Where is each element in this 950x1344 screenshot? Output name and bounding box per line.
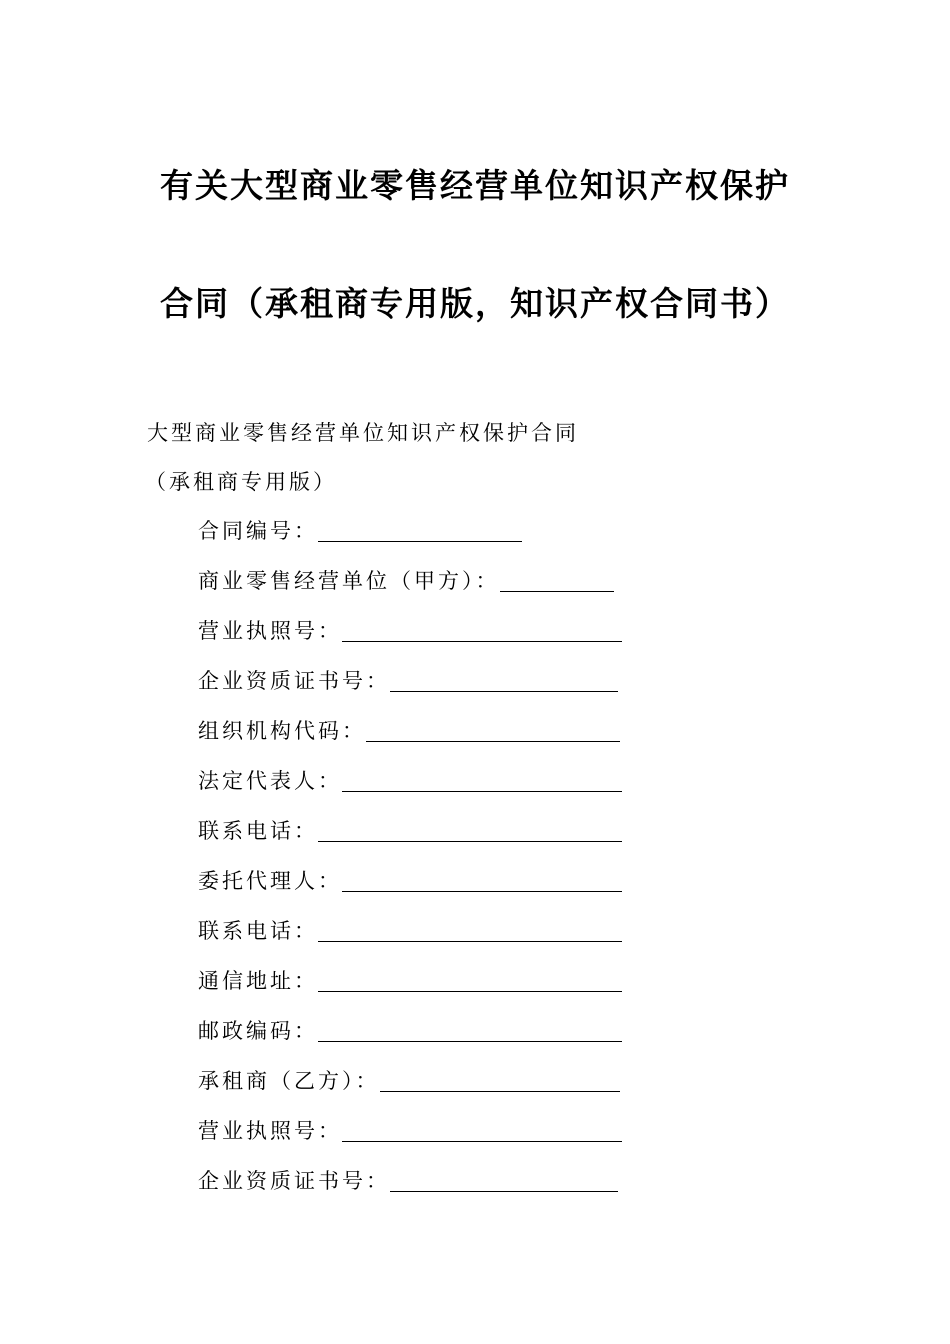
field-label: 邮政编码： (198, 1019, 318, 1043)
fill-in-blank[interactable] (390, 691, 618, 692)
contract-edition: （承租商专用版） (145, 470, 337, 494)
party-a-name-field (198, 564, 614, 594)
field-label: 法定代表人： (198, 769, 342, 793)
party-a-address-field (198, 964, 622, 994)
fill-in-blank[interactable] (318, 941, 622, 942)
fill-in-blank[interactable] (342, 891, 622, 892)
party-a-postcode-field (198, 1014, 622, 1044)
field-label: 通信地址： (198, 969, 318, 993)
party-a-agent-field (198, 864, 622, 894)
document-title-line-2: 合同（承租商专用版，知识产权合同书） (160, 284, 790, 323)
contract-number-field (198, 514, 522, 544)
fill-in-blank[interactable] (318, 1041, 622, 1042)
party-b-qualification-cert-field (198, 1164, 618, 1194)
fill-in-blank[interactable] (500, 591, 614, 592)
field-label: 商业零售经营单位（甲方）： (198, 569, 500, 593)
party-a-agent-phone-field (198, 914, 622, 944)
field-label: 承租商（乙方）： (198, 1069, 380, 1093)
field-label: 营业执照号： (198, 1119, 342, 1143)
field-label: 联系电话： (198, 819, 318, 843)
fill-in-blank[interactable] (318, 541, 522, 542)
document-title-line-1: 有关大型商业零售经营单位知识产权保护 (160, 166, 790, 205)
party-a-org-code-field (198, 714, 620, 744)
field-label: 组织机构代码： (198, 719, 366, 743)
field-label: 营业执照号： (198, 619, 342, 643)
contract-name: 大型商业零售经营单位知识产权保护合同 (147, 421, 579, 445)
party-a-phone-field (198, 814, 622, 844)
fill-in-blank[interactable] (390, 1191, 618, 1192)
party-a-qualification-cert-field (198, 664, 618, 694)
party-b-business-license-field (198, 1114, 622, 1144)
fill-in-blank[interactable] (342, 641, 622, 642)
field-label: 合同编号： (198, 519, 318, 543)
party-a-business-license-field (198, 614, 622, 644)
field-label: 企业资质证书号： (198, 1169, 390, 1193)
party-b-name-field (198, 1064, 620, 1094)
fill-in-blank[interactable] (318, 841, 622, 842)
field-label: 联系电话： (198, 919, 318, 943)
field-label: 委托代理人： (198, 869, 342, 893)
field-label: 企业资质证书号： (198, 669, 390, 693)
fill-in-blank[interactable] (342, 791, 622, 792)
fill-in-blank[interactable] (380, 1091, 620, 1092)
fill-in-blank[interactable] (342, 1141, 622, 1142)
fill-in-blank[interactable] (318, 991, 622, 992)
fill-in-blank[interactable] (366, 741, 620, 742)
party-a-legal-rep-field (198, 764, 622, 794)
